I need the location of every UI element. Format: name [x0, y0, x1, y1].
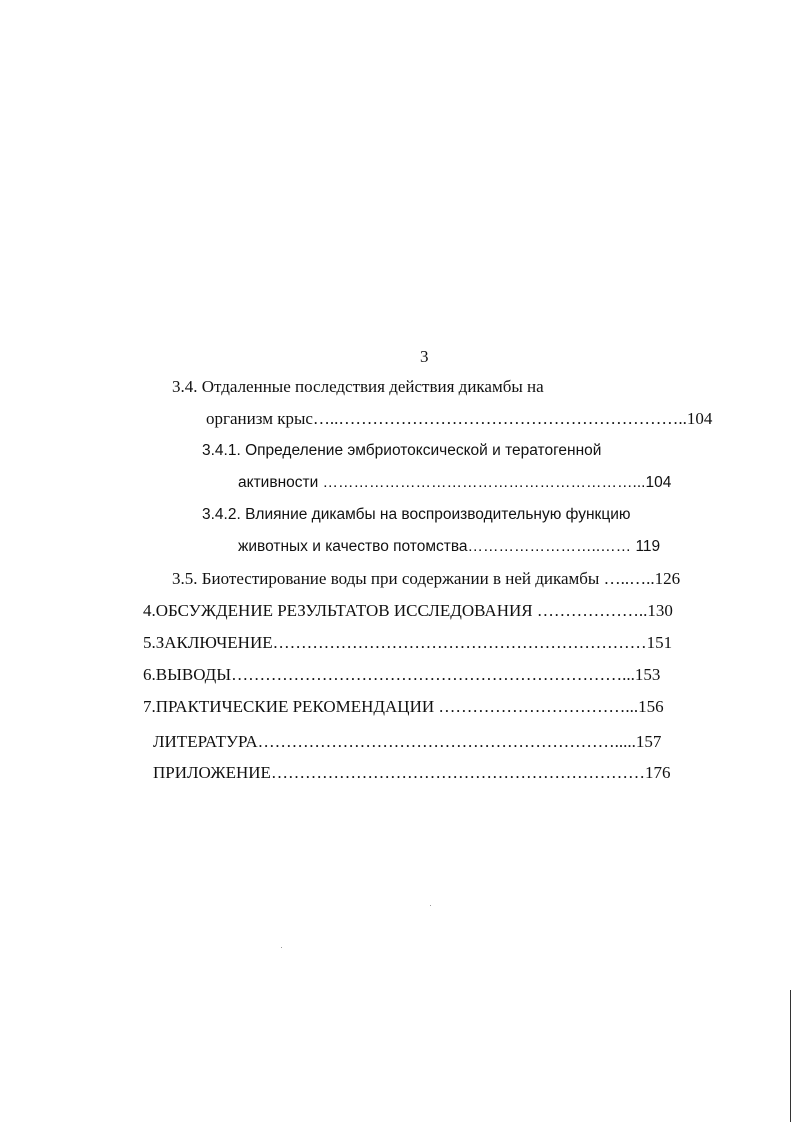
toc-entry-appendix: ПРИЛОЖЕНИЕ…………………………………………………………176	[153, 763, 671, 782]
scan-speck	[281, 947, 282, 948]
toc-entry-3-4-2: 3.4.2. Влияние дикамбы на воспроизводительную функцию	[202, 506, 631, 523]
toc-entry-3-4-1-cont: активности ……………………………………………………...104	[238, 474, 672, 491]
toc-entry-3-4-1: 3.4.1. Определение эмбриотоксической и тератогенной	[202, 442, 602, 459]
toc-entry-6: 6.ВЫВОДЫ……………………………………………………………...153	[143, 665, 661, 684]
toc-entry-3-4-cont: организм крыс…..……………………………………………………..104	[206, 409, 713, 428]
toc-entry-literature: ЛИТЕРАТУРА……………………………………………………….....157	[153, 732, 662, 751]
toc-entry-3-5: 3.5. Биотестирование воды при содержании в ней дикамбы …..…..126	[172, 569, 681, 588]
scan-speck	[430, 905, 431, 906]
toc-entry-3-4-2-cont: животных и качество потомства……………………..…… 119	[238, 538, 661, 555]
scan-edge-line	[790, 990, 791, 1122]
toc-entry-5: 5.ЗАКЛЮЧЕНИЕ…………………………………………………………151	[143, 633, 673, 652]
toc-entry-3-4: 3.4. Отдаленные последствия действия дикамбы на	[172, 377, 544, 396]
toc-entry-7: 7.ПРАКТИЧЕСКИЕ РЕКОМЕНДАЦИИ ……………………………...156	[143, 697, 664, 716]
toc-entry-4: 4.ОБСУЖДЕНИЕ РЕЗУЛЬТАТОВ ИССЛЕДОВАНИЯ ………………..130	[143, 601, 673, 620]
page-number: 3	[420, 347, 429, 366]
